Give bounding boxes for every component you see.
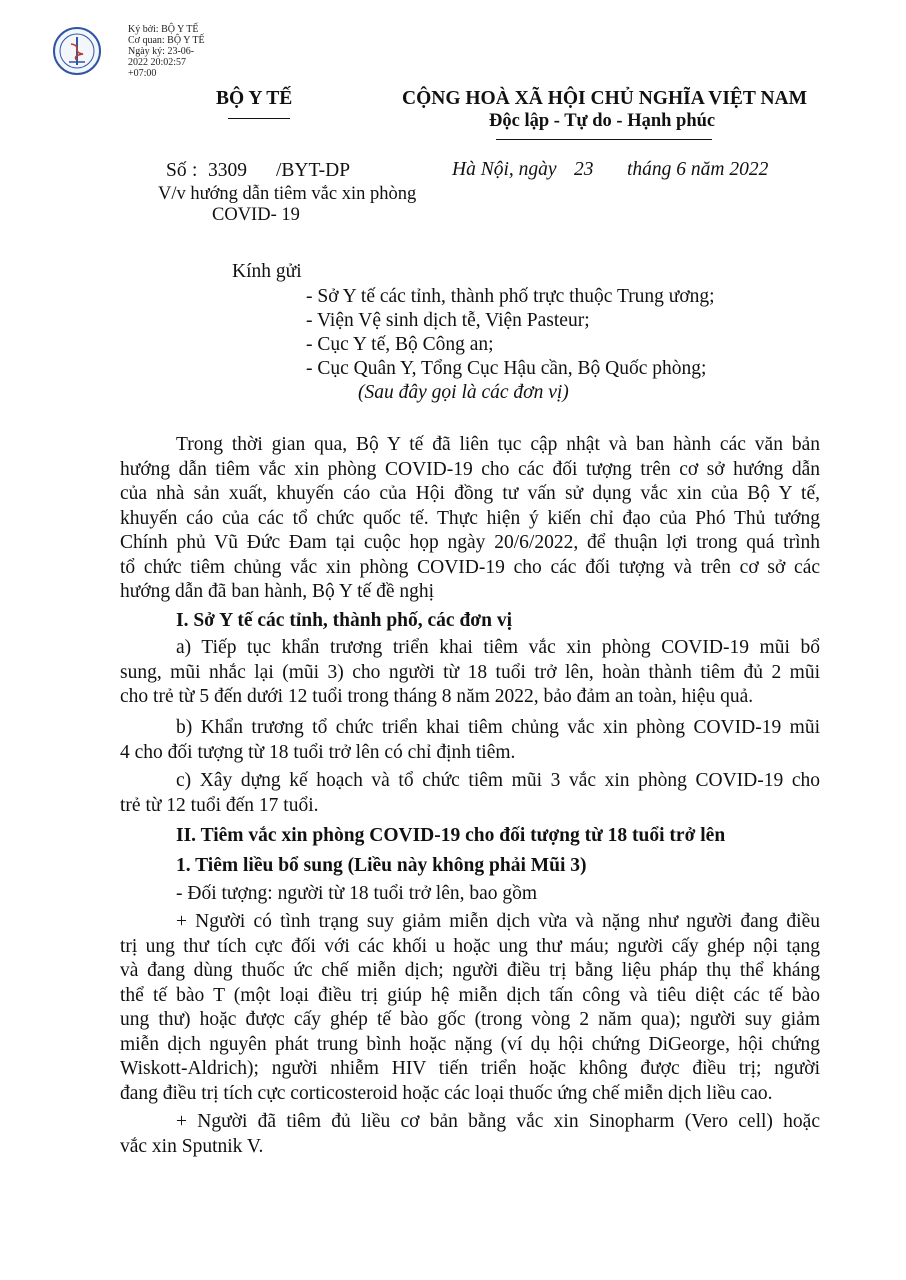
paragraph-line: đang điều trị tích cực corticosteroid hoặc các loại thuốc ứng chế miễn dịch liều cao. [120,1082,773,1104]
paragraph-line: trị ung thư tích cực đối với các khối u hoặc ung thư máu; người cấy ghép nội tạng [120,935,820,957]
paragraph-line: Chính phủ Vũ Đức Đam tại cuộc họp ngày 20/6/2022, để thuận lợi trong quá trình [120,532,820,553]
paragraph-line: tổ chức tiêm chủng vắc xin phòng COVID-19 cho các đối tượng và trên cơ sở các [120,556,820,578]
paragraph-line: Trong thời gian qua, Bộ Y tế đã liên tục cập nhật và ban hành các văn bản [176,434,820,455]
recipient-item: - Viện Vệ sinh dịch tễ, Viện Pasteur; [306,310,590,331]
item-a-paragraph [120,636,820,710]
target-line: - Đối tượng: người từ 18 tuổi trở lên, bao gồm [176,883,538,904]
greeting: Kính gửi [232,261,302,282]
recipient-item: - Sở Y tế các tỉnh, thành phố trực thuộc Trung ương; [306,286,715,307]
paragraph-line: khuyến cáo của các tổ chức quốc tế. Thực hiện ý kiến chỉ đạo của Phó Thủ tướng [120,507,820,529]
ministry-seal-icon [52,26,102,76]
paragraph-line: vắc xin Sputnik V. [120,1135,264,1157]
signing-date-label: Ngày ký: 23-06- [128,46,195,57]
ministry-underline [228,118,290,119]
doc-number-suffix: /BYT-DP [276,160,351,181]
paragraph-line: + Người có tình trạng suy giảm miễn dịch vừa và nặng như người đang điều [176,911,820,932]
paragraph-line: + Người đã tiêm đủ liều cơ bản bằng vắc xin Sinopharm (Vero cell) hoặc [176,1111,820,1132]
paragraph-line: thể tế bào T (một loại điều trị giúp hệ miễn dịch tấn công và tiêu diệt các tế bào [120,984,820,1006]
signing-timezone: +07:00 [128,68,157,79]
doc-number: 3309 [208,160,247,181]
doc-number-prefix: Số [166,160,187,181]
nation-title: CỘNG HOÀ XÃ HỘI CHỦ NGHĨA VIỆT NAM [402,88,808,109]
paragraph-line: ung thư) hoặc được cấy ghép tế bào gốc (trong vòng 2 năm qua); người suy giảm [120,1009,820,1030]
date-day: 23 [574,159,594,180]
ministry-name: BỘ Y TẾ [216,88,293,109]
digital-signature-block [128,24,205,79]
item-b-paragraph [120,716,820,765]
paragraph-line: sung, mũi nhắc lại (mũi 3) cho người từ 18 tuổi trở lên, hoàn thành tiêm đủ 2 mũi [120,661,820,683]
paragraph-line: hướng dẫn đã ban hành, Bộ Y tế đề nghị [120,581,435,602]
signing-agency: Cơ quan: BỘ Y TẾ [128,35,205,46]
nation-motto: Độc lập - Tự do - Hạnh phúc [489,111,716,131]
signing-datetime: 2022 20:02:57 [128,57,187,68]
paragraph-line: của nhà sản xuất, khuyến cáo của Hội đồng tư vấn sử dụng vắc xin của Bộ Y tế, [120,483,820,504]
paragraph-line: và đang dùng thuốc ức chế miễn dịch; người điều trị bằng liệu pháp thụ thể kháng [120,960,820,981]
item-c-paragraph [120,769,820,818]
plus2-paragraph [120,1110,820,1159]
paragraph-line: b) Khẩn trương tổ chức triển khai tiêm chủng vắc xin phòng COVID-19 mũi [176,717,820,738]
doc-subject-line2: COVID- 19 [212,205,300,225]
doc-number-colon: : [192,160,198,181]
plus1-paragraph [120,910,820,1106]
section1-heading: I. Sở Y tế các tỉnh, thành phố, các đơn vị [176,610,512,631]
subsection1-heading: 1. Tiêm liều bổ sung (Liều này không phải Mũi 3) [176,855,587,876]
date-month-year: tháng 6 năm 2022 [627,159,769,180]
paragraph-line: hướng dẫn tiêm vắc xin phòng COVID-19 cho các đối tượng trên cơ sở hướng dẫn [120,458,820,480]
motto-underline [496,139,712,140]
signed-by: Ký bởi: BỘ Y TẾ [128,24,199,35]
paragraph-line: trẻ từ 12 tuổi đến 17 tuổi. [120,794,319,816]
recipient-item: - Cục Quân Y, Tổng Cục Hậu cần, Bộ Quốc phòng; [306,358,707,379]
paragraph-line: a) Tiếp tục khẩn trương triển khai tiêm vắc xin phòng COVID-19 mũi bổ [176,637,820,658]
recipient-item: - Cục Y tế, Bộ Công an; [306,334,494,355]
intro-paragraph [120,433,820,605]
paragraph-line: c) Xây dựng kế hoạch và tổ chức tiêm mũi 3 vắc xin phòng COVID-19 cho [176,770,820,791]
paragraph-line: Wiskott-Aldrich); người nhiễm HIV tiến triển hoặc không được điều trị; người [120,1058,820,1079]
recipients-note: (Sau đây gọi là các đơn vị) [358,382,569,403]
paragraph-line: 4 cho đối tượng từ 18 tuổi trở lên có chỉ định tiêm. [120,741,516,763]
paragraph-line: miễn dịch nguyên phát trung bình hoặc nặng (ví dụ hội chứng DiGeorge, hội chứng [120,1033,820,1055]
doc-subject-line1: V/v hướng dẫn tiêm vắc xin phòng [158,184,417,204]
paragraph-line: cho trẻ từ 5 đến dưới 12 tuổi trong tháng 8 năm 2022, bảo đảm an toàn, hiệu quả. [120,686,754,707]
date-place: Hà Nội, ngày [452,159,557,180]
section2-heading: II. Tiêm vắc xin phòng COVID-19 cho đối tượng từ 18 tuổi trở lên [176,825,726,846]
